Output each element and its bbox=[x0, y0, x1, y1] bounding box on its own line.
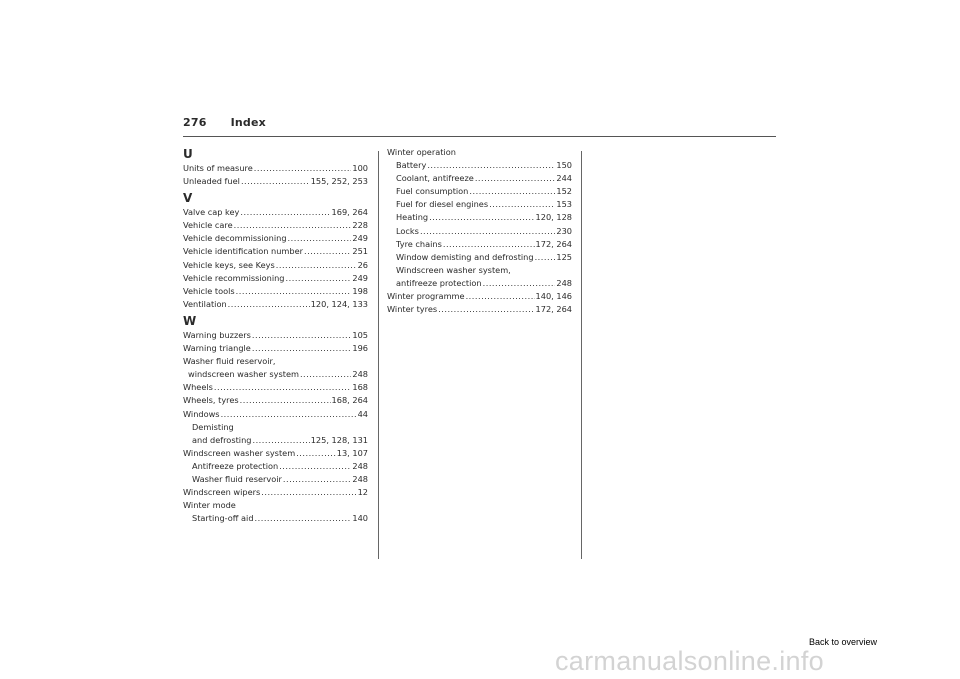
dot-leader bbox=[279, 460, 351, 473]
entry-term: Winter programme bbox=[387, 291, 465, 302]
entry-pages: 150 bbox=[556, 160, 572, 171]
index-entry bbox=[387, 290, 572, 303]
dot-leader bbox=[427, 159, 555, 172]
dot-leader bbox=[214, 381, 351, 394]
index-entry bbox=[183, 329, 368, 342]
dot-leader bbox=[466, 290, 535, 303]
entry-term: Tyre chains bbox=[396, 238, 442, 249]
entry-pages: 249 bbox=[352, 272, 368, 283]
dot-leader bbox=[304, 245, 351, 258]
entry-term: Windscreen wipers bbox=[183, 487, 261, 498]
index-entry bbox=[183, 259, 368, 272]
dot-leader bbox=[296, 447, 336, 460]
entry-term: Vehicle tools bbox=[183, 285, 235, 296]
dot-leader bbox=[475, 172, 556, 185]
dot-leader bbox=[469, 185, 555, 198]
dot-leader bbox=[483, 277, 556, 290]
entry-term: antifreeze protection bbox=[396, 277, 482, 288]
watermark: carmanualsonline.info bbox=[555, 646, 824, 676]
entry-pages: 26 bbox=[357, 259, 368, 270]
entry-pages: 230 bbox=[556, 225, 572, 236]
dot-leader bbox=[535, 251, 556, 264]
index-entry bbox=[183, 175, 368, 188]
entry-term: Antifreeze protection bbox=[192, 460, 279, 471]
entry-term: Ventilation bbox=[183, 298, 227, 309]
entry-pages: 13, 107 bbox=[336, 447, 368, 458]
entry-term: Battery bbox=[396, 160, 427, 171]
entry-term: Fuel consumption bbox=[396, 186, 469, 197]
entry-term: Fuel for diesel engines bbox=[396, 199, 489, 210]
index-heading: Demisting bbox=[192, 421, 234, 432]
entry-pages: 120, 128 bbox=[535, 212, 572, 223]
entry-pages: 248 bbox=[352, 473, 368, 484]
entry-pages: 152 bbox=[556, 186, 572, 197]
entry-term: Windscreen washer system bbox=[183, 447, 296, 458]
entry-pages: 125, 128, 131 bbox=[310, 434, 368, 445]
entry-pages: 105 bbox=[352, 329, 368, 340]
dot-leader bbox=[489, 198, 555, 211]
dot-leader bbox=[236, 285, 352, 298]
index-entry bbox=[183, 272, 368, 285]
index-entry bbox=[183, 447, 368, 460]
dot-leader bbox=[221, 408, 357, 421]
page-number: 276 bbox=[183, 116, 207, 129]
entry-term: Wheels, tyres bbox=[183, 395, 239, 406]
page-title: Index bbox=[230, 116, 266, 129]
section-letter: V bbox=[183, 191, 193, 206]
index-entry bbox=[387, 198, 572, 211]
index-entry bbox=[183, 232, 368, 245]
dot-leader bbox=[283, 473, 352, 486]
dot-leader bbox=[241, 175, 310, 188]
page-header bbox=[183, 116, 266, 129]
index-entry bbox=[183, 219, 368, 232]
section-letter: W bbox=[183, 313, 197, 328]
dot-leader bbox=[443, 238, 535, 251]
dot-leader bbox=[300, 368, 351, 381]
index-entry bbox=[183, 162, 368, 175]
index-entry bbox=[387, 211, 572, 224]
entry-term: Valve cap key bbox=[183, 207, 240, 218]
index-entry bbox=[387, 172, 572, 185]
index-entry bbox=[183, 342, 368, 355]
entry-pages: 196 bbox=[352, 343, 368, 354]
entry-term: Warning triangle bbox=[183, 343, 251, 354]
index-heading: Winter operation bbox=[387, 147, 456, 157]
entry-term: Wheels bbox=[183, 382, 213, 393]
dot-leader bbox=[252, 434, 309, 447]
entry-pages: 155, 252, 253 bbox=[310, 176, 368, 187]
index-entry bbox=[183, 434, 368, 447]
dot-leader bbox=[240, 394, 331, 407]
entry-term: Heating bbox=[396, 212, 429, 223]
index-entry bbox=[387, 277, 572, 290]
dot-leader bbox=[438, 303, 534, 316]
column-divider bbox=[581, 151, 582, 559]
entry-pages: 172, 264 bbox=[535, 238, 572, 249]
entry-pages: 169, 264 bbox=[331, 207, 368, 218]
entry-pages: 228 bbox=[352, 220, 368, 231]
entry-pages: 140 bbox=[352, 513, 368, 524]
index-column-right bbox=[387, 146, 572, 316]
entry-pages: 120, 124, 133 bbox=[310, 298, 368, 309]
header-rule bbox=[183, 136, 776, 137]
dot-leader bbox=[252, 329, 351, 342]
section-letter: U bbox=[183, 147, 193, 161]
entry-term: Starting-off aid bbox=[192, 513, 254, 524]
index-heading: Winter mode bbox=[183, 500, 236, 511]
dot-leader bbox=[288, 232, 352, 245]
index-entry bbox=[183, 368, 368, 381]
entry-term: Winter tyres bbox=[387, 304, 438, 315]
column-divider bbox=[378, 151, 379, 559]
index-entry bbox=[183, 512, 368, 525]
dot-leader bbox=[255, 512, 352, 525]
entry-pages: 168 bbox=[352, 382, 368, 393]
entry-pages: 244 bbox=[556, 173, 572, 184]
entry-pages: 44 bbox=[357, 408, 368, 419]
index-entry bbox=[387, 185, 572, 198]
entry-pages: 153 bbox=[556, 199, 572, 210]
entry-term: Units of measure bbox=[183, 163, 253, 173]
entry-term: Unleaded fuel bbox=[183, 176, 240, 187]
entry-pages: 248 bbox=[556, 277, 572, 288]
entry-term: Vehicle care bbox=[183, 220, 233, 231]
index-entry bbox=[183, 245, 368, 258]
index-heading: Windscreen washer system, bbox=[396, 264, 511, 275]
dot-leader bbox=[429, 211, 534, 224]
entry-pages: 249 bbox=[352, 233, 368, 244]
index-entry bbox=[183, 285, 368, 298]
index-entry bbox=[183, 486, 368, 499]
dot-leader bbox=[420, 225, 555, 238]
entry-pages: 12 bbox=[357, 487, 368, 498]
index-heading: Washer fluid reservoir, bbox=[183, 356, 276, 367]
entry-term: Vehicle keys, see Keys bbox=[183, 259, 275, 270]
entry-term: Warning buzzers bbox=[183, 329, 251, 340]
entry-pages: 251 bbox=[352, 246, 368, 257]
entry-pages: 172, 264 bbox=[535, 304, 572, 315]
entry-term: and defrosting bbox=[192, 434, 252, 445]
entry-pages: 248 bbox=[352, 369, 368, 380]
back-to-overview-link[interactable]: Back to overview bbox=[809, 637, 878, 647]
entry-term: Washer fluid reservoir bbox=[192, 473, 282, 484]
entry-pages: 140, 146 bbox=[535, 291, 572, 302]
dot-leader bbox=[240, 206, 330, 219]
entry-pages: 168, 264 bbox=[331, 395, 368, 406]
dot-leader bbox=[261, 486, 356, 499]
index-entry bbox=[183, 473, 368, 486]
dot-leader bbox=[286, 272, 352, 285]
index-entry bbox=[183, 394, 368, 407]
index-entry bbox=[183, 460, 368, 473]
entry-pages: 100 bbox=[352, 163, 368, 173]
index-entry bbox=[183, 206, 368, 219]
index-entry bbox=[387, 238, 572, 251]
dot-leader bbox=[276, 259, 357, 272]
index-column-left bbox=[183, 144, 368, 525]
entry-term: Coolant, antifreeze bbox=[396, 173, 474, 184]
dot-leader bbox=[228, 298, 310, 311]
index-entry bbox=[183, 298, 368, 311]
dot-leader bbox=[252, 342, 352, 355]
entry-pages: 198 bbox=[352, 285, 368, 296]
entry-term: Windows bbox=[183, 408, 220, 419]
index-entry bbox=[183, 408, 368, 421]
dot-leader bbox=[234, 219, 352, 232]
index-entry bbox=[183, 381, 368, 394]
entry-term: Vehicle identification number bbox=[183, 246, 303, 257]
entry-term: Vehicle decommissioning bbox=[183, 233, 287, 244]
entry-term: Locks bbox=[396, 225, 419, 236]
index-entry bbox=[387, 225, 572, 238]
entry-term: windscreen washer system bbox=[188, 369, 299, 380]
entry-term: Window demisting and defrosting bbox=[396, 251, 534, 262]
entry-term: Vehicle recommissioning bbox=[183, 272, 285, 283]
entry-pages: 125 bbox=[556, 251, 572, 262]
entry-pages: 248 bbox=[352, 460, 368, 471]
index-entry bbox=[387, 303, 572, 316]
index-entry bbox=[387, 159, 572, 172]
dot-leader bbox=[254, 162, 352, 175]
index-entry bbox=[387, 251, 572, 264]
